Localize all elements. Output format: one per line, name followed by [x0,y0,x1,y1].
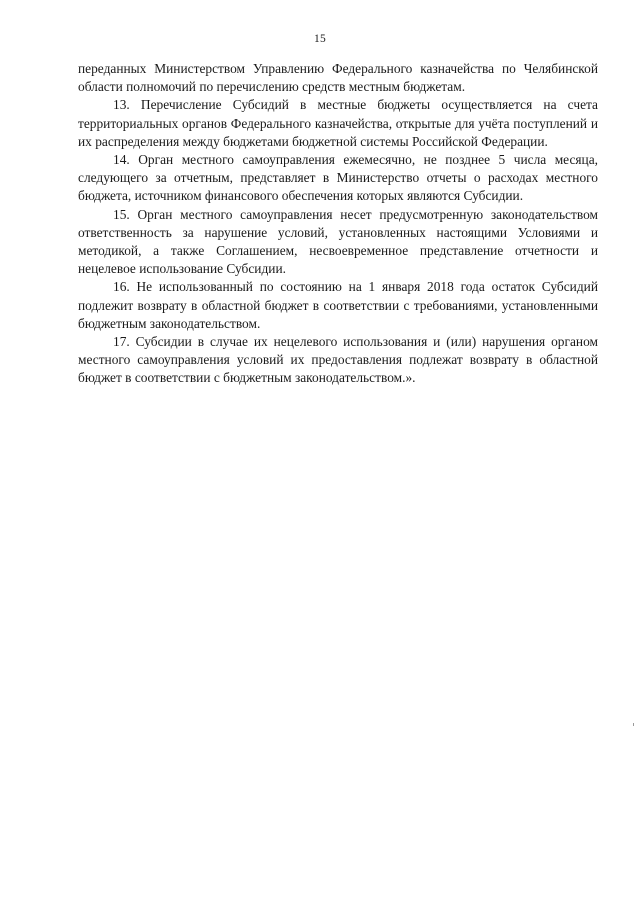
scan-margin-mark [633,723,634,726]
page-number: 15 [313,33,327,45]
paragraph-17: 17. Субсидии в случае их нецелевого использования и (или) нарушения органом местного самоуправления условий их предоставления подлежат возврату в областной бюджет в соответствии с бюджетным законодательством.». [78,334,598,386]
paragraph-15: 15. Орган местного самоуправления несет предусмотренную законодательством ответственность за нарушение условий, установленных настоящими Условиями и методикой, а также Соглашением, несвоевременное представление отчетности и нецелевое использование Субсидии. [78,206,598,277]
paragraph-continuation: переданных Министерством Управлению Федерального казначейства по Челябинской области полномочий по перечислению средств местным бюджетам. [78,61,598,95]
paragraph-13: 13. Перечисление Субсидий в местные бюджеты осуществляется на счета территориальных органов Федерального казначейства, открытые для учёта поступлений и их распределения между бюджетами бюджетной системы Российской Федерации. [78,97,598,149]
paragraph-14: 14. Орган местного самоуправления ежемесячно, не позднее 5 числа месяца, следующего за отчетным, представляет в Министерство отчеты о расходах местного бюджета, источником финансового обеспечения которых являются Субсидии. [78,152,598,204]
document-body [78,60,598,388]
paragraph-16: 16. Не использованный по состоянию на 1 января 2018 года остаток Субсидий подлежит возврату в областной бюджет в соответствии с требованиями, установленными бюджетным законодательством. [78,279,598,331]
